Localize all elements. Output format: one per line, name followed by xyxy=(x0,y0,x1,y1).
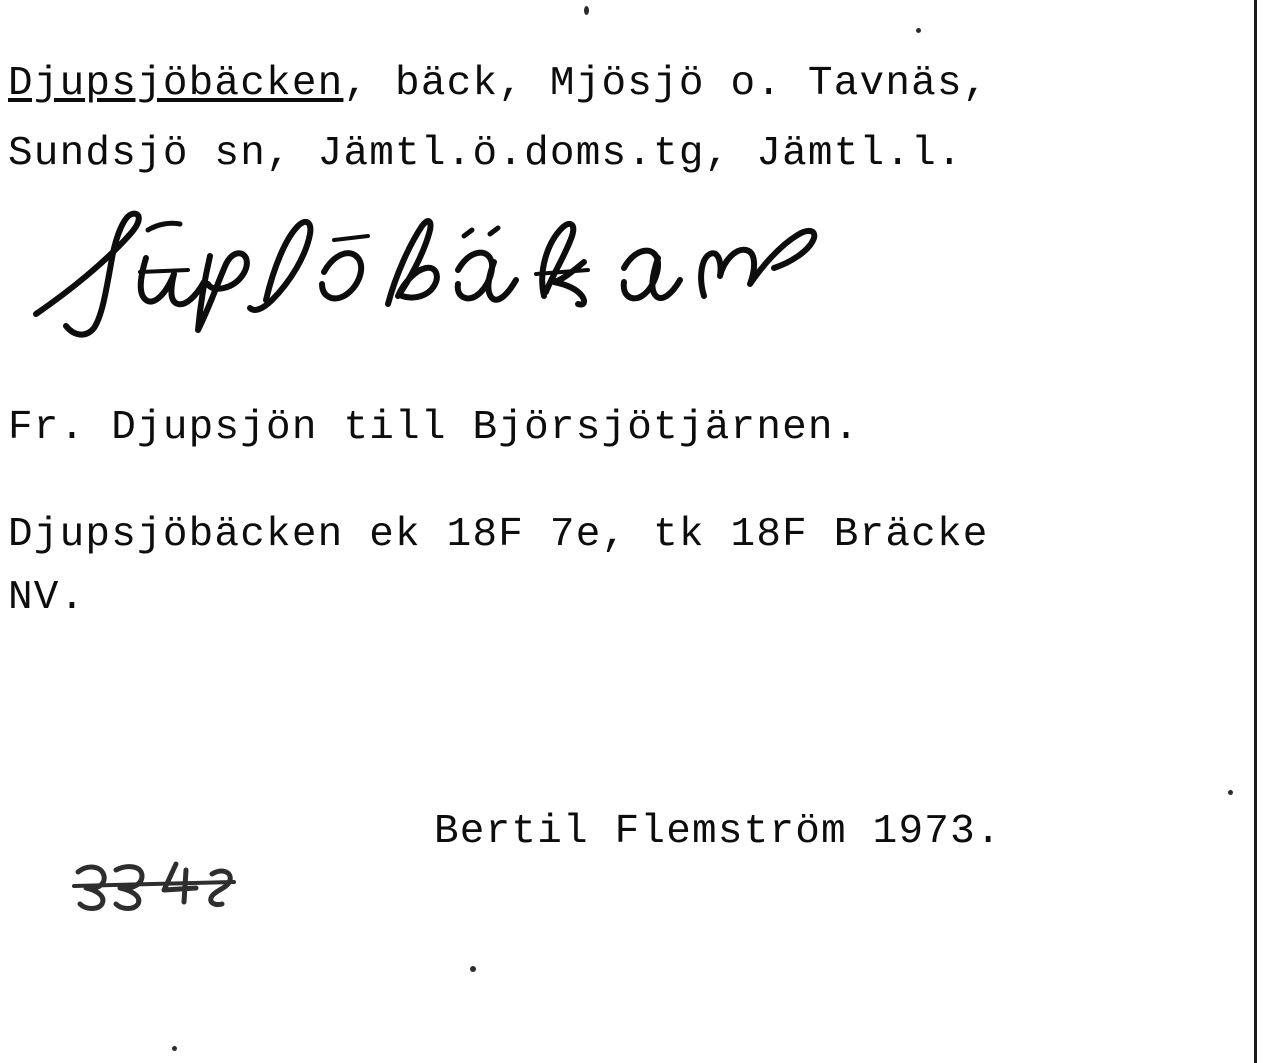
handwritten-dialect-form xyxy=(28,196,858,346)
scan-speck xyxy=(1228,790,1233,795)
parish-region-line: Sundsjö sn, Jämtl.ö.doms.tg, Jämtl.l. xyxy=(8,131,963,177)
collector-signature: Bertil Flemström 1973. xyxy=(434,809,1002,855)
map-reference-line-continued: NV. xyxy=(8,575,86,621)
scan-speck xyxy=(584,6,589,15)
map-reference-line: Djupsjöbäcken ek 18F 7e, tk 18F Bräcke xyxy=(8,512,989,558)
scan-speck xyxy=(470,966,476,972)
headword-line-rest: , bäck, Mjösjö o. Tavnäs, xyxy=(343,61,989,107)
scan-speck xyxy=(172,1046,177,1051)
card-right-edge xyxy=(1254,0,1257,1063)
headword: Djupsjöbäcken xyxy=(8,61,344,107)
headword-line xyxy=(8,61,989,107)
course-description-line: Fr. Djupsjön till Björsjötjärnen. xyxy=(8,405,860,451)
archive-number-struck xyxy=(72,856,262,916)
scan-speck xyxy=(916,28,921,33)
